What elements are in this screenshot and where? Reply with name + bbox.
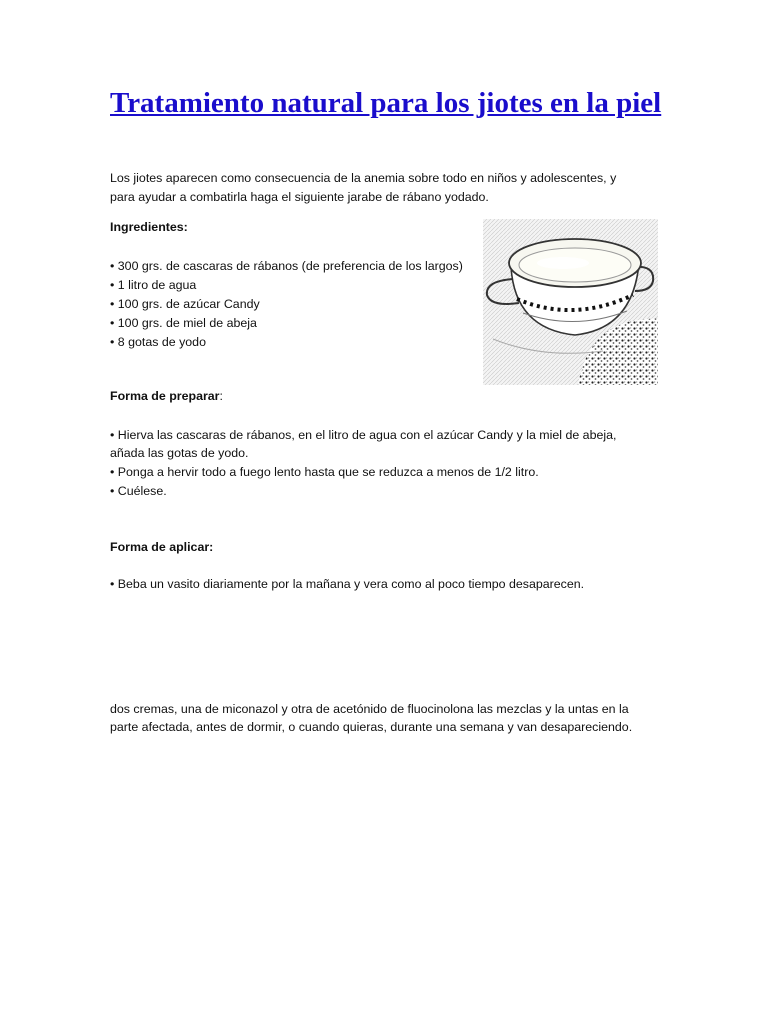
cup-of-syrup-photo <box>483 219 658 385</box>
prepare-heading-text: Forma de preparar <box>110 389 220 403</box>
intro-line-2: para ayudar a combatirla haga el siguiente jarabe de rábano yodado. <box>110 190 489 204</box>
apply-heading: Forma de aplicar: <box>110 540 214 554</box>
extra-line-1: dos cremas, una de miconazol y otra de acetónido de fluocinolona las mezclas y la untas en la <box>110 702 629 716</box>
ingredient-item: • 100 grs. de azúcar Candy <box>110 295 490 314</box>
prepare-line-1: • Hierva las cascaras de rábanos, en el litro de agua con el azúcar Candy y la miel de abeja, <box>110 428 617 442</box>
ingredient-item: • 1 litro de agua <box>110 276 490 295</box>
ingredients-list <box>110 257 490 352</box>
ingredient-item: • 100 grs. de miel de abeja <box>110 314 490 333</box>
ingredients-heading: Ingredientes: <box>110 220 188 234</box>
prepare-line-4: • Cuélese. <box>110 484 167 498</box>
prepare-heading-colon: : <box>219 389 223 403</box>
ingredient-item: • 300 grs. de cascaras de rábanos (de preferencia de los largos) <box>110 257 490 276</box>
article-title-link[interactable]: Tratamiento natural para los jiotes en la piel <box>110 87 662 119</box>
prepare-line-3: • Ponga a hervir todo a fuego lento hasta que se reduzca a menos de 1/2 litro. <box>110 465 539 479</box>
prepare-line-2: añada las gotas de yodo. <box>110 446 249 460</box>
ingredient-item: • 8 gotas de yodo <box>110 333 490 352</box>
extra-line-2: parte afectada, antes de dormir, o cuando quieras, durante una semana y van desapareciendo. <box>110 720 633 734</box>
prepare-heading <box>110 387 670 406</box>
apply-line-1: • Beba un vasito diariamente por la mañana y vera como al poco tiempo desaparecen. <box>110 577 585 591</box>
intro-line-1: Los jiotes aparecen como consecuencia de la anemia sobre todo en niños y adolescentes, y <box>110 171 617 185</box>
